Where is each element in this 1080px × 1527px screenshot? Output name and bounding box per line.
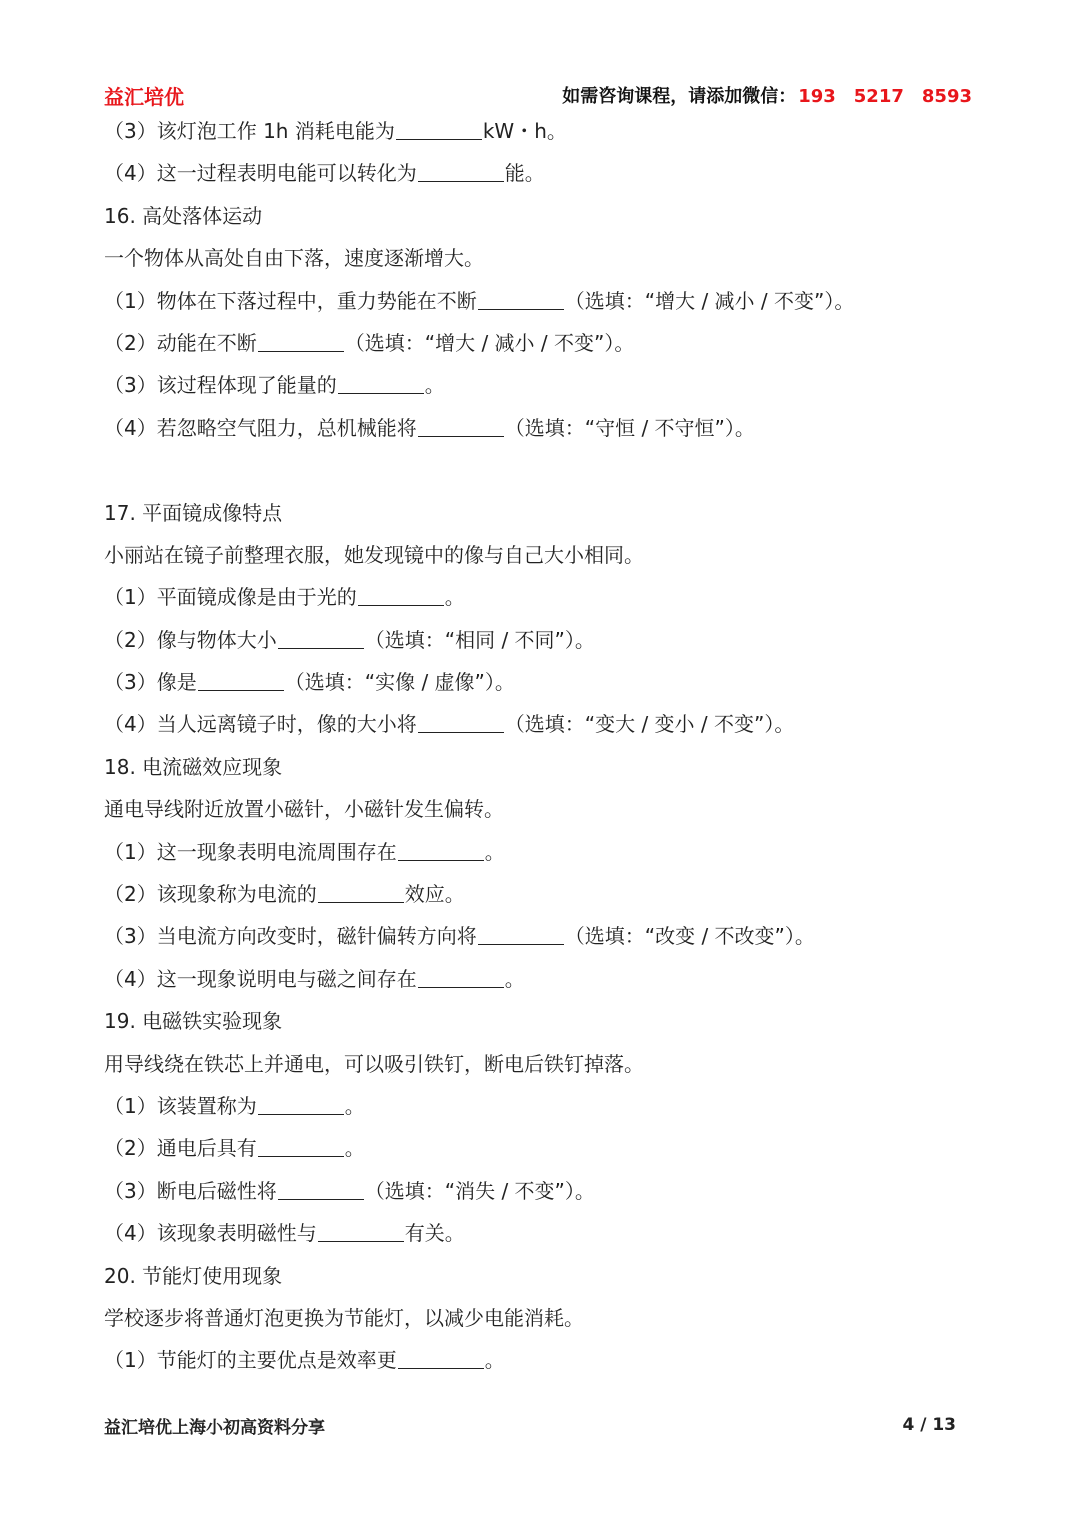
- text-line: [104, 576, 1000, 618]
- line-text: 用导线绕在铁芯上并通电，可以吸引铁钉，断电后铁钉掉落。: [104, 1051, 644, 1076]
- answer-blank[interactable]: [418, 712, 504, 733]
- answer-blank[interactable]: [418, 161, 504, 182]
- line-text: （选填：“实像 / 虚像”）。: [284, 670, 515, 695]
- line-text: 一个物体从高处自由下落，速度逐渐增大。: [104, 246, 484, 271]
- text-line: [104, 788, 1000, 830]
- line-text: （4）这一现象说明电与磁之间存在: [104, 966, 417, 991]
- answer-blank[interactable]: [278, 628, 364, 649]
- document-body: [104, 110, 1000, 1382]
- text-line: [104, 703, 1000, 745]
- page-number: 4 / 13: [902, 1415, 956, 1435]
- text-line: [104, 534, 1000, 576]
- line-text: 。: [484, 839, 505, 864]
- line-text: （选填：“变大 / 变小 / 不变”）。: [504, 712, 795, 737]
- line-text: （1）这一现象表明电流周围存在: [104, 839, 397, 864]
- line-text: （选填：“消失 / 不变”）。: [364, 1178, 595, 1203]
- line-text: （选填：“增大 / 减小 / 不变”）。: [344, 330, 635, 355]
- question-title: [104, 1000, 1000, 1042]
- answer-blank[interactable]: [418, 967, 504, 988]
- line-text: 学校逐步将普通灯泡更换为节能灯，以减少电能消耗。: [104, 1305, 584, 1330]
- question-title: [104, 492, 1000, 534]
- line-text: （选填：“增大 / 减小 / 不变”）。: [564, 288, 855, 313]
- line-text: （4）这一过程表明电能可以转化为: [104, 161, 417, 186]
- text-line: [104, 237, 1000, 279]
- contact-prefix: 如需咨询课程，请添加微信：: [562, 86, 797, 107]
- line-text: （2）通电后具有: [104, 1136, 257, 1161]
- answer-blank[interactable]: [398, 1348, 484, 1369]
- line-text: 有关。: [404, 1221, 465, 1246]
- line-text: （4）该现象表明磁性与: [104, 1221, 317, 1246]
- line-text: （1）该装置称为: [104, 1093, 257, 1118]
- text-line: [104, 1212, 1000, 1254]
- text-line: [104, 364, 1000, 406]
- text-line: [104, 1085, 1000, 1127]
- footer-source: 益汇培优上海小初高资料分享: [104, 1417, 325, 1438]
- text-line: [104, 322, 1000, 364]
- line-text: （选填：“守恒 / 不守恒”）。: [504, 415, 755, 440]
- answer-blank[interactable]: [358, 585, 444, 606]
- phone-part: 193: [798, 86, 836, 107]
- text-line: [104, 831, 1000, 873]
- line-text: （3）该灯泡工作 1h 消耗电能为: [104, 119, 395, 143]
- line-text: （3）该过程体现了能量的: [104, 373, 337, 398]
- line-text: 18. 电流磁效应现象: [104, 754, 283, 779]
- answer-blank[interactable]: [418, 416, 504, 437]
- page-footer: [104, 1410, 956, 1440]
- text-line: [104, 1339, 1000, 1381]
- spacer: [104, 449, 1000, 491]
- contact-info: [562, 82, 972, 108]
- line-text: 16. 高处落体运动: [104, 203, 263, 228]
- line-text: （1）物体在下落过程中，重力势能在不断: [104, 288, 477, 313]
- text-line: [104, 152, 1000, 194]
- line-text: （3）像是: [104, 670, 197, 695]
- line-text: 。: [504, 966, 525, 991]
- answer-blank[interactable]: [396, 119, 482, 140]
- phone-part: 8593: [921, 86, 972, 107]
- text-line: [104, 280, 1000, 322]
- text-line: [104, 407, 1000, 449]
- answer-blank[interactable]: [258, 1094, 344, 1115]
- answer-blank[interactable]: [338, 373, 424, 394]
- answer-blank[interactable]: [258, 1136, 344, 1157]
- answer-blank[interactable]: [478, 924, 564, 945]
- answer-blank[interactable]: [258, 331, 344, 352]
- question-title: [104, 1255, 1000, 1297]
- line-text: （2）该现象称为电流的: [104, 882, 317, 907]
- line-text: （3）当电流方向改变时，磁针偏转方向将: [104, 924, 477, 949]
- line-text: 能。: [504, 161, 545, 186]
- brand-name: 益汇培优: [104, 84, 184, 109]
- line-text: 效应。: [404, 882, 465, 907]
- line-text: （2）动能在不断: [104, 330, 257, 355]
- text-line: [104, 1297, 1000, 1339]
- answer-blank[interactable]: [398, 840, 484, 861]
- question-title: [104, 746, 1000, 788]
- line-text: （选填：“改变 / 不改变”）。: [564, 924, 815, 949]
- line-text: 小丽站在镜子前整理衣服，她发现镜中的像与自己大小相同。: [104, 542, 644, 567]
- line-text: 。: [424, 373, 445, 398]
- answer-blank[interactable]: [478, 289, 564, 310]
- line-text: （3）断电后磁性将: [104, 1178, 277, 1203]
- text-line: [104, 1127, 1000, 1169]
- line-text: （2）像与物体大小: [104, 627, 277, 652]
- text-line: [104, 958, 1000, 1000]
- line-text: 。: [344, 1136, 365, 1161]
- text-line: [104, 110, 1000, 152]
- text-line: [104, 915, 1000, 957]
- answer-blank[interactable]: [198, 670, 284, 691]
- phone-part: 5217: [853, 86, 904, 107]
- line-text: 。: [344, 1093, 365, 1118]
- answer-blank[interactable]: [318, 1221, 404, 1242]
- line-text: 。: [444, 585, 465, 610]
- line-text: （4）当人远离镜子时，像的大小将: [104, 712, 417, 737]
- text-line: [104, 1170, 1000, 1212]
- text-line: [104, 661, 1000, 703]
- line-text: （选填：“相同 / 不同”）。: [364, 627, 595, 652]
- page-header: [104, 80, 972, 110]
- line-text: 20. 节能灯使用现象: [104, 1263, 283, 1288]
- question-title: [104, 195, 1000, 237]
- line-text: （1）节能灯的主要优点是效率更: [104, 1348, 397, 1373]
- answer-blank[interactable]: [318, 882, 404, 903]
- line-text: （4）若忽略空气阻力，总机械能将: [104, 415, 417, 440]
- text-line: [104, 619, 1000, 661]
- line-text: kW・h。: [482, 119, 567, 143]
- phone-number: [798, 86, 972, 107]
- line-text: 。: [484, 1348, 505, 1373]
- line-text: 17. 平面镜成像特点: [104, 500, 283, 525]
- line-text: 通电导线附近放置小磁针，小磁针发生偏转。: [104, 797, 504, 822]
- text-line: [104, 873, 1000, 915]
- answer-blank[interactable]: [278, 1179, 364, 1200]
- text-line: [104, 1043, 1000, 1085]
- line-text: （1）平面镜成像是由于光的: [104, 585, 357, 610]
- line-text: 19. 电磁铁实验现象: [104, 1009, 283, 1034]
